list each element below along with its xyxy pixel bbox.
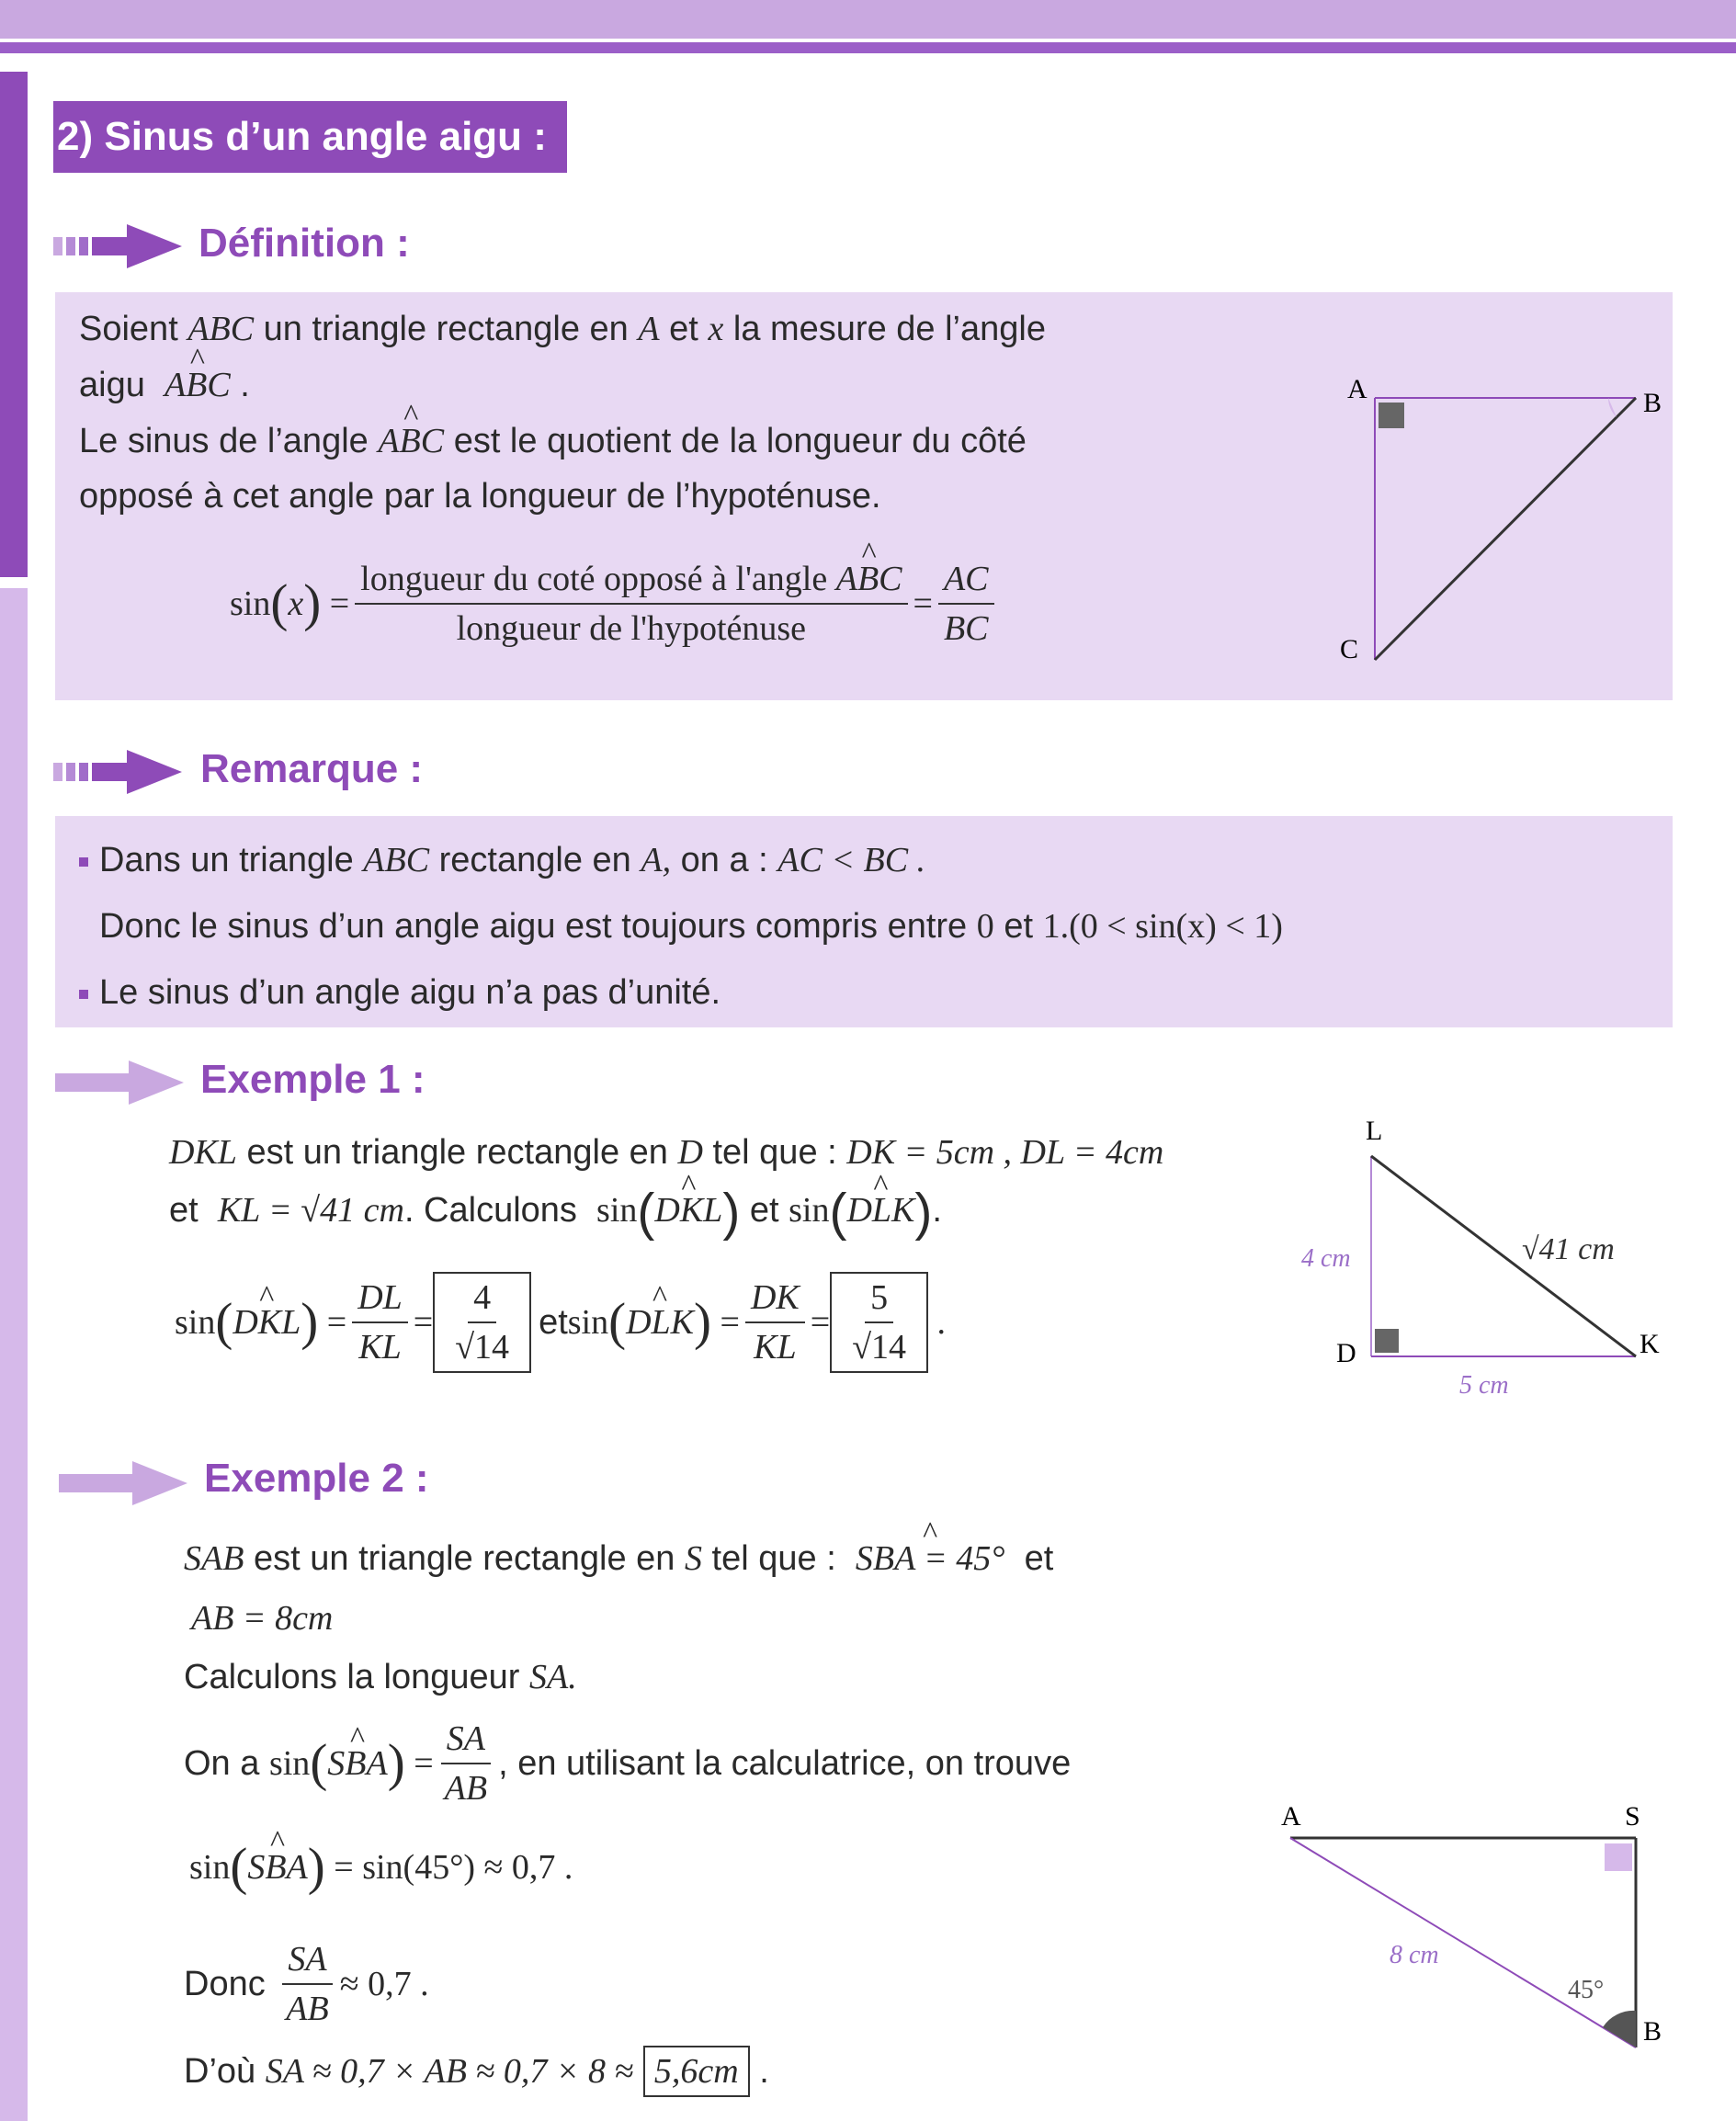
definition-line-4: opposé à cet angle par la longueur de l’hypoténuse.	[79, 477, 881, 516]
vertex-a: A	[1347, 374, 1367, 404]
left-margin-bar-light	[0, 588, 28, 2121]
example2-line-5: sin ( ^ SBA ) = sin(45°) ≈ 0,7 .	[189, 1847, 573, 1888]
vertex-d: D	[1336, 1338, 1356, 1368]
triangle-sab-figure	[1268, 1792, 1691, 2068]
left-margin-bar	[0, 72, 28, 577]
definition-formula: sin ( x ) = $\frac{\text{longueur du coté opposé à l'angle \textasciicircum{} ABC}}{\text{longueur de l'hypoténuse}}$ = $\frac{AC}{BC}$	[230, 559, 1000, 649]
example2-line-7: D’où SA ≈ 0,7 × AB ≈ 0,7 × 8 ≈ 5,6cm .	[184, 2046, 769, 2097]
example1-line-2: et KL = √41 cm. Calculons sin(^ DKL) et sin(^ DLK).	[169, 1185, 1272, 1237]
arrow-right-icon	[53, 224, 182, 268]
example2-line-2: AB = 8cm	[191, 1598, 334, 1638]
definition-line-3: Le sinus de l’angle ^ ABC est le quotient de la longueur du côté	[79, 414, 1301, 470]
example2-line-6: Donc $\frac{SA}{AB}$ ≈ 0,7 .	[184, 1940, 429, 2028]
example2-heading: Exemple 2 :	[204, 1456, 429, 1501]
bullet-icon	[79, 990, 88, 999]
arrow-right-icon	[53, 750, 182, 794]
vertex-b: B	[1643, 2016, 1662, 2047]
vertex-k: K	[1640, 1329, 1660, 1359]
side-dk-label: 5 cm	[1459, 1371, 1509, 1400]
triangle-dkl-figure	[1287, 1112, 1691, 1415]
side-kl-label: √41 cm	[1522, 1232, 1615, 1266]
remark-panel	[55, 816, 1673, 1027]
remark-text	[79, 827, 1641, 1026]
example1-line-1: DKL est un triangle rectangle en D tel que : DK = 5cm , DL = 4cm	[169, 1133, 1164, 1172]
vertex-a: A	[1281, 1801, 1301, 1832]
example2-line-3: Calculons la longueur SA.	[184, 1658, 577, 1697]
side-dl-label: 4 cm	[1301, 1244, 1351, 1273]
triangle-abc-figure	[1259, 329, 1662, 678]
top-band	[0, 0, 1736, 39]
arrow-right-icon	[59, 1461, 187, 1505]
example1-text	[169, 1127, 1272, 1242]
remark-line-3: Le sinus d’un angle aigu n’a pas d’unité.	[79, 959, 1641, 1026]
section-title: 2) Sinus d’un angle aigu :	[53, 101, 567, 173]
top-rule	[0, 42, 1736, 53]
vertex-s: S	[1625, 1801, 1640, 1832]
side-ab-label: 8 cm	[1390, 1941, 1439, 1969]
example1-equation: sin ( ^ DKL ) = $\frac{DL}{KL}$ = $\frac{4}{√14}$ et sin ( ^ DLK ) = $\frac{DK}{KL}$ = $\frac{5}{√14}$ .	[175, 1272, 946, 1373]
answer-box: 5,6cm	[643, 2046, 750, 2097]
definition-heading: Définition :	[199, 221, 410, 266]
bullet-icon	[79, 857, 88, 867]
angle-b-label: 45°	[1568, 1976, 1605, 2004]
arrow-right-icon	[55, 1060, 184, 1105]
definition-text	[79, 301, 1301, 525]
definition-panel	[55, 292, 1673, 700]
vertex-c: C	[1340, 634, 1359, 664]
example1-heading: Exemple 1 :	[200, 1057, 425, 1102]
definition-line-2: aigu ^ ABC .	[79, 357, 1301, 414]
remark-line-2: Donc le sinus d’un angle aigu est toujours compris entre 0 et 1.(0 < sin(x) < 1)	[99, 907, 1283, 947]
remark-line-1: Dans un triangle ABC rectangle en A, on a : AC < BC .	[79, 827, 1641, 893]
vertex-l: L	[1366, 1116, 1383, 1146]
remark-heading: Remarque :	[200, 746, 424, 791]
definition-line-1: Soient ABC un triangle rectangle en A et x la mesure de l’angle	[79, 310, 1046, 348]
example2-text	[184, 1529, 1287, 1707]
example2-line-4: On a sin ( ^ SBA ) = $\frac{SA}{AB}$ , en utilisant la calculatrice, on trouve	[184, 1718, 1071, 1809]
example2-line-1: SAB est un triangle rectangle en S tel que : ^ SBA = 45° et	[184, 1529, 1287, 1589]
vertex-b: B	[1643, 388, 1662, 418]
